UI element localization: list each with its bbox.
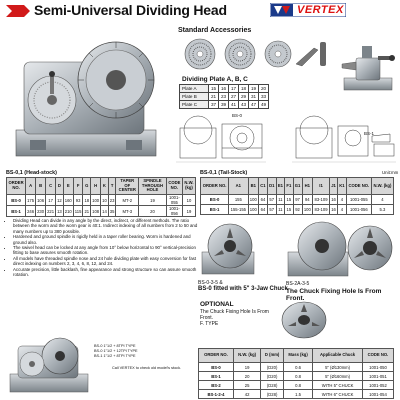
- column-header: D (mm): [261, 349, 284, 363]
- column-header: G1: [293, 178, 302, 195]
- table-header-row: [7, 178, 196, 195]
- table-cell: 100: [91, 195, 101, 206]
- table-row: [201, 195, 394, 205]
- column-header: B1: [248, 178, 259, 195]
- table-cell: 25: [233, 381, 260, 390]
- column-header: I1: [313, 178, 330, 195]
- table-cell: 4: [371, 195, 393, 205]
- table-cell: 11: [276, 195, 285, 205]
- table-cell: BS-1: [201, 205, 229, 215]
- column-header: F1: [285, 178, 293, 195]
- table-cell: 17: [229, 85, 239, 93]
- column-header: T: [108, 178, 116, 195]
- tailstock-spec-table: [200, 177, 394, 215]
- tailstock-table-title: BS-0,1 (Tail-Stock): [200, 170, 248, 176]
- column-header: A: [26, 178, 36, 195]
- column-header: E: [63, 178, 73, 195]
- table-cell: 43: [239, 101, 249, 109]
- table-cell: 230: [36, 206, 46, 217]
- table-cell: 16: [219, 85, 229, 93]
- table-cell: (D20): [261, 372, 284, 381]
- dividing-plates-photo: [178, 36, 328, 72]
- table-cell: 108: [91, 206, 101, 217]
- table-cell: 1001-056: [346, 205, 371, 215]
- table-cell: (D28): [261, 390, 284, 399]
- table-cell: 19: [249, 85, 259, 93]
- table-cell: 15: [209, 85, 219, 93]
- column-header: TAPER OF CENTER: [116, 178, 139, 195]
- table-cell: 1001-054: [362, 390, 393, 399]
- table-cell: 31: [249, 93, 259, 101]
- table-cell: 155-155: [229, 205, 248, 215]
- table-cell: 92: [293, 205, 302, 215]
- table-row: [199, 390, 394, 399]
- thread-note: BS-0 1"1/2 + 8TPI TYPE: [94, 344, 136, 348]
- table-cell: 20: [259, 85, 269, 93]
- table-cell: 1001-052: [362, 381, 393, 390]
- table-cell: 18: [239, 85, 249, 93]
- column-header: A1: [229, 178, 248, 195]
- feature-list: [6, 218, 201, 277]
- table-cell: 64: [259, 205, 268, 215]
- list-item: • The swivel head can be locked at any angle from 10° below horizontal to 90° vertical-precision fitting to base assures smooth rotation.: [13, 245, 201, 256]
- table-cell: (D20): [261, 363, 284, 372]
- table-cell: 29: [239, 93, 249, 101]
- three-jaw-chuck-photo: [198, 220, 258, 278]
- table-cell: 37: [209, 101, 219, 109]
- page-title: Semi-Universal Dividing Head: [34, 2, 227, 18]
- table-cell: 246: [26, 206, 36, 217]
- table-cell: 5" (Ø130mm): [313, 363, 363, 372]
- table-cell: 175: [26, 195, 36, 206]
- optional-type: F. TYPE: [200, 321, 219, 327]
- table-cell: 16: [329, 205, 337, 215]
- table-cell: 18: [83, 195, 91, 206]
- column-header: E1: [276, 178, 285, 195]
- column-header: N.W. (kg): [233, 349, 260, 363]
- chuck-left-code: BS-0-3-5 &: [198, 280, 223, 286]
- table-cell: 1.5: [284, 390, 313, 399]
- table-cell: 23: [108, 195, 116, 206]
- table-cell: MT-2: [116, 195, 139, 206]
- table-cell: 42: [233, 390, 260, 399]
- table-cell: BS-1: [199, 372, 234, 381]
- table-cell: 1001-051: [362, 372, 393, 381]
- column-header: F: [73, 178, 83, 195]
- accessories-title: Standard Accessories: [178, 27, 252, 34]
- thread-note: BS-1 1"1/2 + 8TPI TYPE: [94, 354, 136, 358]
- table-cell: 5.3: [371, 205, 393, 215]
- table-cell: (D28): [261, 381, 284, 390]
- table-cell: 83-109: [313, 205, 330, 215]
- column-header: G: [83, 178, 91, 195]
- headstock-table-title: BS-0,1 (Head-stock): [6, 170, 57, 176]
- chuck-right-code: BS-2A-3-5: [286, 281, 310, 287]
- table-cell: 5" (Ø160mm): [313, 372, 363, 381]
- drawing-label-bs1: BS-1: [364, 131, 375, 136]
- table-row: [199, 372, 394, 381]
- table-cell: 47: [249, 101, 259, 109]
- headstock-spec-table: [6, 177, 196, 217]
- table-cell: 221: [46, 206, 56, 217]
- column-header: CODE NO.: [362, 349, 393, 363]
- table-cell: 160: [63, 195, 73, 206]
- list-item: • All models have threaded spindle nose and 24 hole dividing plate with easy conversion for fast direct indexing on numbers 2, 3, 4, 6, 8, 12, and 24.: [13, 256, 201, 267]
- table-cell: 27: [229, 93, 239, 101]
- table-cell: 19: [233, 363, 260, 372]
- table-header-row: [199, 349, 394, 363]
- dividing-plate-title: Dividing Plate A, B, C: [182, 76, 248, 83]
- technical-drawings: [176, 108, 398, 168]
- table-cell: 33: [259, 93, 269, 101]
- table-cell: 0.8: [284, 381, 313, 390]
- table-cell: 97: [293, 195, 302, 205]
- table-cell: 94: [302, 195, 313, 205]
- chuck-fixing-front-photo: [278, 298, 330, 340]
- column-header: ORDER NO.: [199, 349, 234, 363]
- table-cell: 20: [139, 206, 167, 217]
- three-jaw-chuck-caption: [198, 280, 288, 292]
- list-item: • Hardened and ground spindle is rigidly held in a taper roller bearing. Worm is hardened and ground also.: [13, 234, 201, 245]
- unit-label: Unit:mm: [382, 170, 399, 175]
- table-cell: 13: [56, 206, 64, 217]
- table-cell: 115: [73, 206, 83, 217]
- table-cell: 100: [302, 205, 313, 215]
- table-cell: BS-1-2-4: [199, 390, 234, 399]
- chuck-right-title: The Chuck Fixing Hole Is From Front.: [286, 288, 382, 302]
- table-cell: 10: [101, 195, 109, 206]
- table-cell: MT-3: [116, 206, 139, 217]
- column-header: SPINDLE THROUGH HOLE: [139, 178, 167, 195]
- dividing-plate-table: [179, 84, 269, 109]
- column-header: D: [56, 178, 64, 195]
- table-cell: 1001-050: [362, 363, 393, 372]
- table-cell: 100: [248, 195, 259, 205]
- table-cell: 20: [233, 372, 260, 381]
- table-cell: BS-1: [7, 206, 26, 217]
- thread-notes: [94, 344, 138, 359]
- table-cell: 21: [209, 93, 219, 101]
- column-header: D1: [267, 178, 276, 195]
- optional-subtitle-block: [200, 309, 276, 327]
- table-cell: WITH 6" CHUCK: [313, 390, 363, 399]
- table-cell: 16: [329, 195, 337, 205]
- table-cell: Plate C: [180, 101, 209, 109]
- table-cell: Plate B: [180, 93, 209, 101]
- call-vertex-note: Call VERTEX to check old model's stock.: [112, 366, 182, 370]
- dividing-head-side-photo: [4, 328, 94, 396]
- table-cell: 19: [139, 195, 167, 206]
- column-header: N.W. (kg): [182, 178, 195, 195]
- column-header: Applicable Chuck: [313, 349, 363, 363]
- table-cell: 57: [267, 205, 276, 215]
- column-header: H: [91, 178, 101, 195]
- brand-name: VERTEX: [297, 4, 344, 16]
- table-cell: 23: [219, 93, 229, 101]
- column-header: CODE NO.: [346, 178, 371, 195]
- column-header: J1: [329, 178, 337, 195]
- column-header: B: [36, 178, 46, 195]
- column-header: H1: [302, 178, 313, 195]
- table-header-row: [201, 178, 394, 195]
- table-row: [199, 363, 394, 372]
- table-cell: WITH 5" CHUCK: [313, 381, 363, 390]
- column-header: K: [101, 178, 109, 195]
- table-cell: 155: [229, 195, 248, 205]
- table-cell: 4: [338, 205, 347, 215]
- column-header: Mass (kg): [284, 349, 313, 363]
- table-row: [7, 195, 196, 206]
- thread-note: BS-0 1"1/2 + 12TPI TYPE: [94, 349, 138, 353]
- optional-subtitle: The Chuck Fixing Hole Is From Front.: [200, 309, 269, 321]
- optional-chuck-table: [198, 348, 394, 399]
- table-cell: BS-2: [199, 381, 234, 390]
- chuck-left-title: BS-0 fitted with 5" 3-Jaw Chuck: [198, 286, 288, 292]
- table-cell: 15: [285, 195, 293, 205]
- table-cell: 49: [259, 101, 269, 109]
- table-row: [180, 93, 269, 101]
- list-item: • Accurate precision, little backlash, fine appearance and strong structure so can assure smooth rotation.: [13, 267, 201, 278]
- column-header: C1: [259, 178, 268, 195]
- table-cell: 1001-055: [166, 195, 182, 206]
- table-cell: 15: [285, 205, 293, 215]
- dividing-head-photo: [4, 22, 174, 162]
- tailstock-photo: [338, 42, 398, 94]
- table-cell: 19: [182, 206, 195, 217]
- table-cell: 83-109: [313, 195, 330, 205]
- table-cell: 100: [248, 205, 259, 215]
- table-cell: 210: [63, 206, 73, 217]
- table-cell: 10: [182, 195, 195, 206]
- table-row: [201, 205, 394, 215]
- table-cell: Plate A: [180, 85, 209, 93]
- drawing-label-bs0: BS-0: [232, 113, 243, 118]
- table-cell: 93: [73, 195, 83, 206]
- table-cell: BS-0: [199, 363, 234, 372]
- column-header: CODE NO.: [166, 178, 182, 195]
- list-item: • Dividing Head can divide in any angle by the direct, indirect, or different methods. The ratio between the worm and the worm gear is 40:1. Indirect indexing of all numbers from 2 to 50 and many numbers up to 380 possible.: [13, 218, 201, 234]
- table-cell: 12: [56, 195, 64, 206]
- chuck-fixing-photo: [286, 218, 396, 280]
- column-header: C: [46, 178, 56, 195]
- table-cell: 21: [83, 206, 91, 217]
- column-header: ORDER NO.: [201, 178, 229, 195]
- column-header: ORDER NO.: [7, 178, 26, 195]
- table-cell: 4: [338, 195, 347, 205]
- table-cell: 35: [108, 206, 116, 217]
- optional-title: OPTIONAL: [200, 301, 234, 308]
- table-cell: 0.8: [284, 372, 313, 381]
- table-row: [199, 381, 394, 390]
- table-cell: 39: [219, 101, 229, 109]
- brand-arrow-icon: [6, 5, 30, 17]
- table-row: [180, 85, 269, 93]
- table-cell: BS-0: [201, 195, 229, 205]
- column-header: K1: [338, 178, 347, 195]
- table-row: [7, 206, 196, 217]
- table-cell: 1001-055: [346, 195, 371, 205]
- table-cell: 64: [259, 195, 268, 205]
- table-cell: 0.6: [284, 363, 313, 372]
- table-cell: 17: [46, 195, 56, 206]
- table-cell: 11: [276, 205, 285, 215]
- table-cell: 106: [36, 195, 46, 206]
- table-cell: 1001-056: [166, 206, 182, 217]
- table-cell: BS-0: [7, 195, 26, 206]
- table-cell: 14: [101, 206, 109, 217]
- table-cell: 41: [229, 101, 239, 109]
- column-header: N.W. (kg): [371, 178, 393, 195]
- table-cell: 57: [267, 195, 276, 205]
